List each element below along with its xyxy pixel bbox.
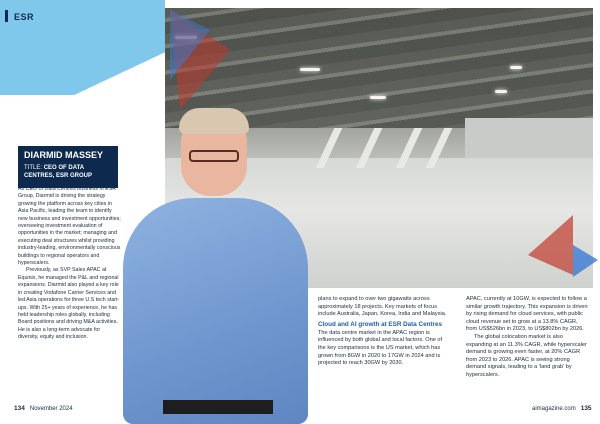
page-number-left: 134: [14, 405, 25, 412]
ceiling-light: [300, 68, 320, 71]
person-portrait: [123, 110, 308, 424]
bio-title-prefix: TITLE:: [24, 165, 43, 171]
section-tag: ESR: [14, 12, 35, 22]
footer-date: November 2024: [29, 406, 73, 412]
page-number-right: 135: [580, 405, 592, 412]
article-paragraph: The data centre market in the APAC region is influenced by both global and local factors. One of the key comparisons is the US market, which has grown from 8GW in 2020 to 17GW in 2024 and is projected to reach 30GW by 2030.: [318, 329, 443, 367]
bio-paragraph: Previously, as SVP Sales APAC at Equinix, he managed the P&L and regional expansions. Diarmid also played a key role in creating Vodafone Carrier Services and led Asia operations for three U.S tech start-ups. With 25+ years of experience, he has held leadership roles globally, including Board positions and driving M&A activities. He is also a long-term advocate for diversity, equity and inclusion.: [18, 267, 120, 341]
bio-name: DIARMID MASSEY: [24, 150, 104, 160]
footer-site[interactable]: aimagazine.com: [532, 406, 576, 412]
ceiling-light: [370, 96, 386, 99]
bio-title-text: CEO OF DATA CENTRES, ESR GROUP: [24, 165, 93, 179]
portrait-hair: [179, 108, 249, 134]
footer-left: [14, 405, 73, 412]
article-column-2: [466, 296, 590, 380]
bio-paragraph: As CEO of Data Centres business in ESR Group, Diarmid is driving the strategy growing the platform across key cities in Asia Pacific, leading the team to identify new business and investment opportunities; overseeing investment evaluation of opportunities in the market; managing and executing deal structures whilst providing industry-leading, environmentally conscious buildings to regional operators and hyperscalers.: [18, 186, 121, 267]
footer-right: [532, 405, 592, 412]
article-subheading: Cloud and AI growth at ESR Data Centres: [318, 320, 442, 328]
bio-text: [18, 186, 122, 342]
article-paragraph: plans to expand to over two gigawatts across approximately 18 projects. Key markets of focus include Australia, Japan, Korea, India and Malaysia.: [318, 296, 447, 318]
section-bar: [5, 10, 8, 22]
portrait-shirt: [123, 198, 308, 424]
article-paragraph: APAC, currently at 10GW, is expected to follow a similar growth trajectory. This expansion is driven by rising demand for cloud services, with public cloud revenue set to grow at a 13.8% CAGR, from US$526bn in 2023, to US$802bn by 2026.: [466, 296, 588, 333]
ceiling-light: [495, 90, 507, 93]
article-paragraph: The global colocation market is also expanding at an 11.3% CAGR, while hyperscaler demand is growing even faster, at 20% CAGR from 2023 to 2026. APAC is seeing strong demand signals, leading to a 'land grab' by hyperscalers.: [466, 333, 587, 378]
bio-card: [18, 146, 118, 188]
decorative-triangles-right: [528, 215, 598, 285]
portrait-belt: [163, 400, 273, 414]
ceiling-light: [510, 66, 522, 69]
article-column-1: [318, 296, 448, 368]
decorative-triangles-top: [170, 10, 230, 110]
portrait-glasses: [189, 150, 239, 162]
bio-title: [24, 164, 112, 180]
